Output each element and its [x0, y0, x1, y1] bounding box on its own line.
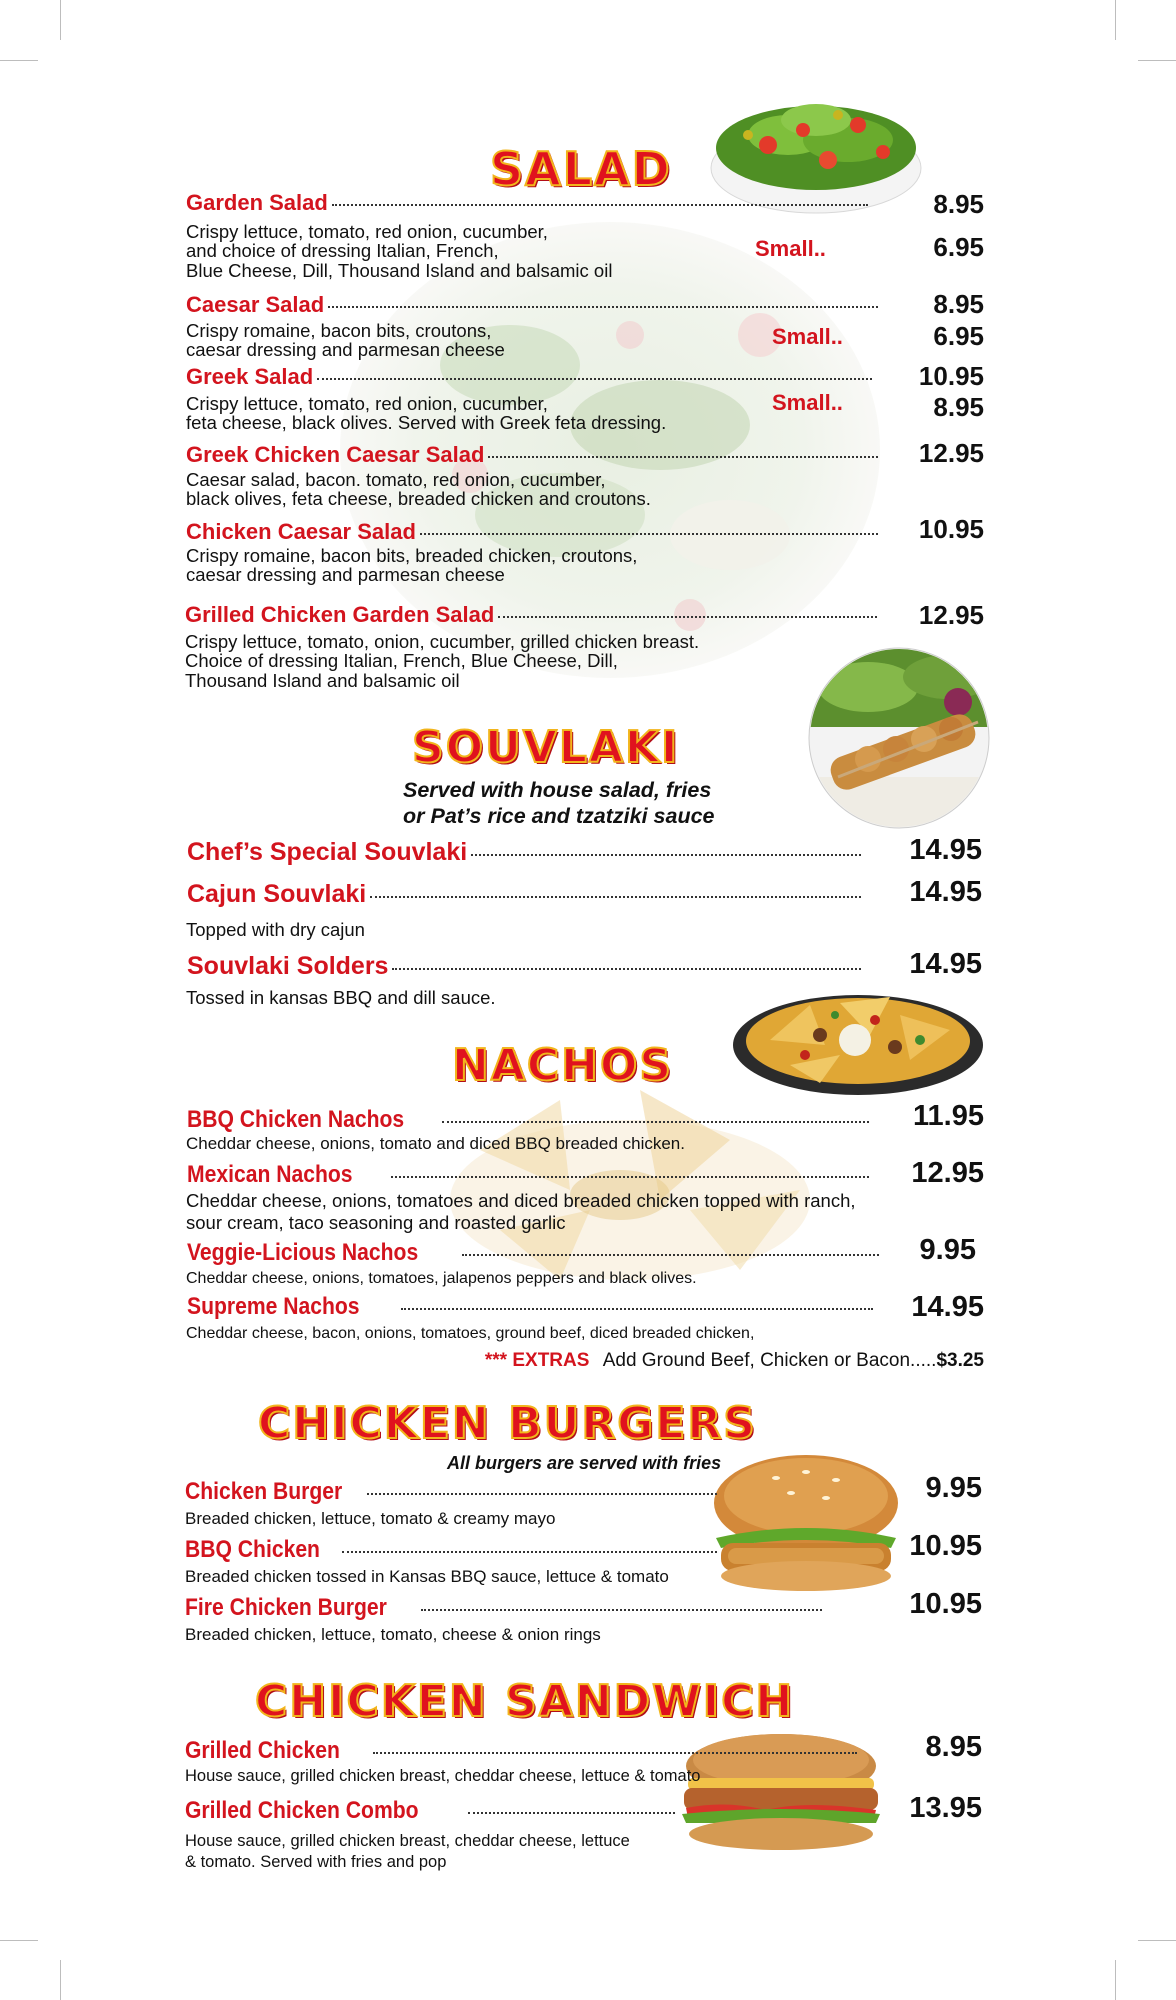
item-name: Mexican Nachos: [187, 1161, 353, 1188]
item-price: 14.95: [911, 1291, 984, 1323]
menu-item-bbq-chicken: [185, 1536, 725, 1564]
menu-item-mexican-nachos: [187, 1161, 877, 1189]
leader-dots: [370, 896, 861, 898]
section-heading-souvlaki: SOUVLAKI: [412, 722, 680, 773]
extras-text: Add Ground Beef, Chicken or Bacon.....: [602, 1350, 937, 1371]
menu-item-greek-chicken-caesar-salad: [186, 442, 886, 468]
item-name: Grilled Chicken Garden Salad: [185, 602, 495, 627]
menu-item-garden-salad: [186, 190, 876, 216]
item-description: [185, 1831, 630, 1874]
leader-dots: [420, 533, 878, 535]
leader-dots: [401, 1308, 873, 1310]
menu-item-caesar-salad: [186, 292, 886, 318]
item-name: BBQ Chicken Nachos: [187, 1106, 405, 1133]
extras-price: $3.25: [936, 1350, 984, 1371]
menu-item-fire-chicken-burger: [185, 1594, 830, 1622]
desc-line: caesar dressing and parmesan cheese: [186, 564, 505, 586]
item-description: Tossed in kansas BBQ and dill sauce.: [186, 987, 496, 1008]
item-name: Supreme Nachos: [187, 1293, 360, 1320]
item-price: 10.95: [918, 361, 984, 391]
nachos-extras: [485, 1350, 984, 1372]
item-price: 12.95: [911, 1157, 984, 1189]
item-price: 14.95: [909, 876, 982, 908]
item-price: 8.95: [933, 189, 984, 219]
item-description: [185, 632, 699, 690]
leader-dots: [498, 616, 877, 618]
item-name: Chicken Burger: [185, 1478, 343, 1505]
item-description: Breaded chicken, lettuce, tomato & creamy mayo: [185, 1509, 556, 1528]
desc-line: Crispy lettuce, tomato, red onion, cucumber,: [186, 221, 548, 242]
item-description: [186, 546, 637, 585]
item-price: 11.95: [913, 1100, 984, 1132]
desc-line: black olives, feta cheese, breaded chicken and croutons.: [186, 488, 651, 510]
menu-item-grilled-chicken-combo: [185, 1797, 683, 1825]
desc-line: Blue Cheese, Dill, Thousand Island and balsamic oil: [186, 259, 613, 281]
item-price: 10.95: [918, 514, 984, 544]
desc-line: Thousand Island and balsamic oil: [185, 669, 460, 691]
item-name: Grilled Chicken: [185, 1737, 340, 1764]
small-price: 8.95: [933, 392, 984, 422]
leader-dots: [421, 1609, 822, 1611]
item-description: [186, 1190, 856, 1234]
item-price: 9.95: [919, 1234, 976, 1266]
item-name: Grilled Chicken Combo: [185, 1797, 419, 1824]
desc-line: caesar dressing and parmesan cheese: [186, 339, 505, 361]
leader-dots: [468, 1812, 675, 1814]
menu-item-supreme-nachos: [187, 1293, 881, 1321]
desc-line: sour cream, taco seasoning and roasted garlic: [186, 1212, 566, 1234]
menu-item-greek-salad: [186, 364, 880, 390]
menu-item-chicken-caesar-salad: [186, 519, 886, 545]
item-name: Cajun Souvlaki: [187, 880, 367, 908]
small-price: 6.95: [933, 232, 984, 262]
leader-dots: [367, 1493, 717, 1495]
leader-dots: [332, 204, 868, 206]
desc-line: Crispy lettuce, tomato, red onion, cucumber,: [186, 393, 548, 414]
souvlaki-plate-photo: [808, 647, 990, 829]
item-description: Cheddar cheese, onions, tomatoes, jalapenos peppers and black olives.: [186, 1270, 697, 1287]
item-price: 12.95: [918, 438, 984, 468]
section-heading-chicken-sandwich: CHICKEN SANDWICH: [255, 1676, 795, 1727]
leader-dots: [442, 1121, 869, 1123]
item-name: Souvlaki Solders: [187, 952, 389, 980]
leader-dots: [328, 306, 878, 308]
menu-item-grilled-chicken: [185, 1737, 865, 1765]
leader-dots: [488, 456, 878, 458]
item-price: 13.95: [909, 1792, 982, 1824]
desc-line: feta cheese, black olives. Served with Greek feta dressing.: [186, 412, 667, 434]
item-price: 10.95: [909, 1530, 982, 1562]
note-line: Served with house salad, fries: [403, 778, 712, 802]
item-description: Cheddar cheese, onions, tomato and diced BBQ breaded chicken.: [186, 1134, 685, 1153]
nachos-plate-photo: [730, 985, 985, 1097]
item-price: 14.95: [909, 834, 982, 866]
menu-item-grilled-chicken-garden-salad: [185, 602, 885, 628]
leader-dots: [391, 1176, 869, 1178]
item-name: Greek Salad: [186, 364, 314, 389]
small-price: 6.95: [933, 321, 984, 351]
burgers-note: All burgers are served with fries: [447, 1453, 722, 1473]
item-description: [186, 394, 666, 433]
section-heading-salad: SALAD: [490, 142, 672, 196]
item-name: Chicken Caesar Salad: [186, 519, 416, 544]
desc-line: Choice of dressing Italian, French, Blue Cheese, Dill,: [185, 650, 618, 672]
item-name: BBQ Chicken: [185, 1536, 320, 1563]
small-label: Small..: [772, 324, 843, 349]
item-description: Breaded chicken, lettuce, tomato, cheese & onion rings: [185, 1625, 601, 1644]
menu-item-veggie-licious-nachos: [187, 1239, 887, 1267]
desc-line: Crispy romaine, bacon bits, breaded chicken, croutons,: [186, 545, 638, 566]
item-description: [186, 321, 505, 360]
item-price: 12.95: [918, 600, 984, 630]
item-name: Caesar Salad: [186, 292, 325, 317]
item-description: Breaded chicken tossed in Kansas BBQ sauce, lettuce & tomato: [185, 1567, 669, 1586]
desc-line: Cheddar cheese, onions, tomatoes and diced breaded chicken topped with ranch,: [186, 1190, 856, 1211]
leader-dots: [392, 968, 861, 970]
item-price: 14.95: [909, 948, 982, 980]
item-description: House sauce, grilled chicken breast, cheddar cheese, lettuce & tomato: [185, 1767, 701, 1785]
item-description: [186, 222, 612, 280]
leader-dots: [317, 378, 872, 380]
extras-label: *** EXTRAS: [484, 1350, 590, 1371]
menu-item-bbq-chicken-nachos: [187, 1106, 877, 1134]
item-price: 10.95: [909, 1588, 982, 1620]
leader-dots: [471, 854, 861, 856]
menu-item-chicken-burger: [185, 1478, 725, 1506]
menu-item-cajun-souvlaki: [187, 880, 869, 909]
leader-dots: [462, 1254, 879, 1256]
item-description: Topped with dry cajun: [186, 919, 365, 940]
item-description: Cheddar cheese, bacon, onions, tomatoes, ground beef, diced breaded chicken,: [186, 1325, 755, 1342]
small-label: Small..: [772, 390, 843, 415]
desc-line: Caesar salad, bacon. tomato, red onion, cucumber,: [186, 469, 606, 490]
item-description: [186, 470, 651, 509]
item-name: Fire Chicken Burger: [185, 1594, 387, 1621]
desc-line: & tomato. Served with fries and pop: [185, 1853, 447, 1872]
menu-item-chefs-special-souvlaki: [187, 838, 869, 867]
section-heading-nachos: NACHOS: [452, 1040, 674, 1091]
item-price: 9.95: [925, 1472, 982, 1504]
item-name: Garden Salad: [186, 190, 328, 215]
note-line: or Pat’s rice and tzatziki sauce: [403, 803, 715, 828]
item-name: Greek Chicken Caesar Salad: [186, 442, 485, 467]
desc-line: House sauce, grilled chicken breast, cheddar cheese, lettuce: [185, 1832, 630, 1850]
item-price: 8.95: [933, 289, 984, 319]
leader-dots: [342, 1551, 717, 1553]
small-label: Small..: [755, 236, 826, 261]
menu-item-souvlaki-solders: [187, 952, 869, 981]
desc-line: Crispy romaine, bacon bits, croutons,: [186, 320, 492, 341]
section-heading-chicken-burgers: CHICKEN BURGERS: [258, 1398, 757, 1449]
item-price: 8.95: [925, 1731, 982, 1763]
leader-dots: [373, 1752, 857, 1754]
chicken-burger-photo: [706, 1448, 906, 1593]
desc-line: Crispy lettuce, tomato, onion, cucumber, grilled chicken breast.: [185, 631, 700, 652]
souvlaki-note: [403, 778, 715, 830]
item-name: Veggie-Licious Nachos: [187, 1239, 419, 1266]
desc-line: and choice of dressing Italian, French,: [186, 240, 499, 262]
item-name: Chef’s Special Souvlaki: [187, 838, 468, 866]
